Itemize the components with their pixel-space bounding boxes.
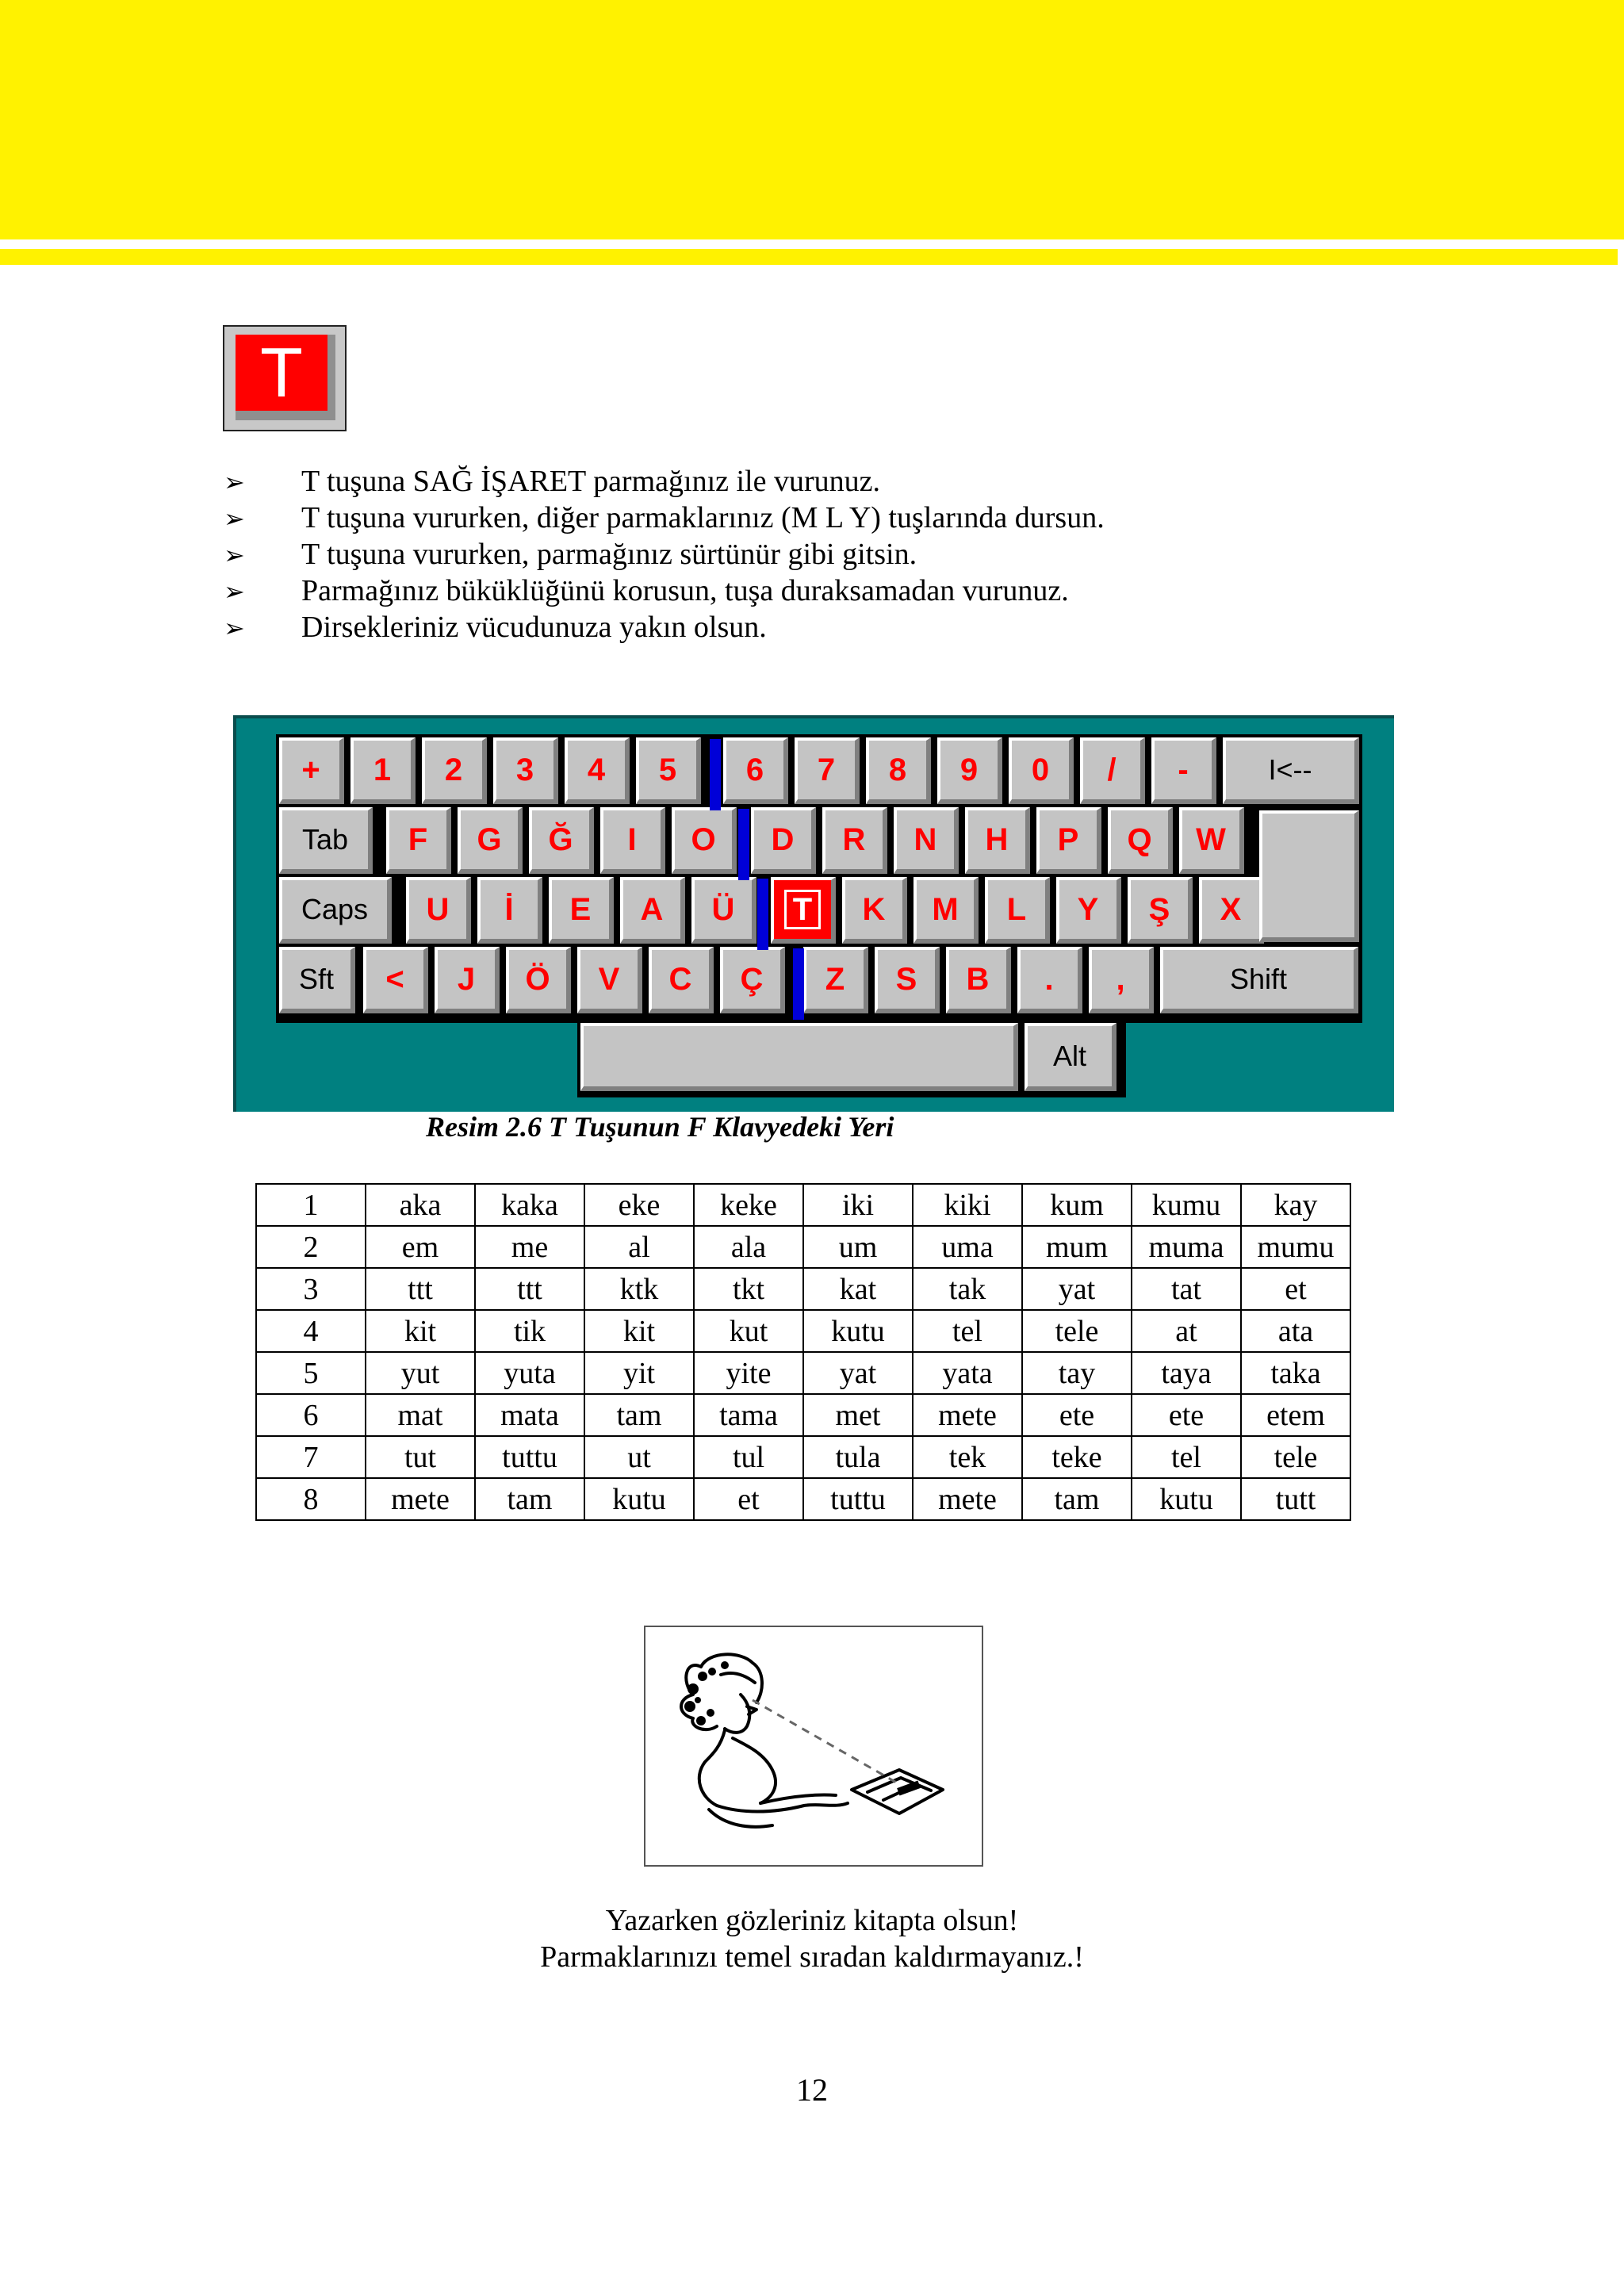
key-enter [1259, 810, 1359, 942]
key-label: S [895, 961, 917, 997]
header-banner [0, 0, 1624, 239]
key-label: Sft [298, 963, 334, 995]
key-label: 5 [658, 752, 677, 787]
table-cell: kit [584, 1310, 694, 1352]
key-label: 8 [888, 752, 907, 787]
key-label: G [477, 822, 502, 857]
key-ü [691, 877, 756, 944]
table-cell: tek [913, 1436, 1022, 1478]
key-l [985, 877, 1050, 944]
key-label: < [385, 961, 404, 997]
table-cell: et [694, 1478, 803, 1520]
figure-caption: Resim 2.6 T Tuşunun F Klavyedeki Yeri [426, 1111, 894, 1143]
key-label: L [1006, 891, 1027, 927]
key-sym [1151, 737, 1216, 804]
key-a [620, 877, 685, 944]
key-9 [937, 737, 1002, 804]
arrow-bullet-icon: ➢ [224, 613, 245, 643]
key-label: M [932, 891, 959, 927]
table-cell: aka [366, 1184, 475, 1226]
key-label: P [1057, 822, 1079, 857]
key-label: + [301, 752, 320, 787]
key-1 [350, 737, 416, 804]
key-label: / [1107, 752, 1116, 787]
key-f [386, 807, 451, 874]
table-cell: ala [694, 1226, 803, 1268]
key-w [1179, 807, 1244, 874]
key-sym [1017, 947, 1082, 1013]
key-label: 1 [373, 752, 392, 787]
instruction-item: ➢ T tuşuna vururken, parmağınız sürtünür gibi gitsin. [224, 536, 1105, 573]
key-label: J [457, 961, 476, 997]
table-cell: et [1241, 1268, 1350, 1310]
key-isym [477, 877, 542, 944]
key-x [1199, 877, 1264, 944]
key-3 [493, 737, 558, 804]
key-label: T [784, 890, 821, 929]
table-cell: tam [1022, 1478, 1132, 1520]
arrow-bullet-icon: ➢ [224, 540, 245, 570]
row-number: 5 [256, 1352, 366, 1394]
key-alt [1025, 1023, 1116, 1091]
table-cell: yuta [475, 1352, 584, 1394]
key-n [894, 807, 959, 874]
key-label: Ö [525, 961, 550, 997]
table-cell: kutu [803, 1310, 913, 1352]
table-cell: yit [584, 1352, 694, 1394]
row-number: 3 [256, 1268, 366, 1310]
key-label: H [985, 822, 1009, 857]
key-label: . [1044, 961, 1054, 997]
banner-divider [0, 239, 1624, 249]
table-cell: tuttu [803, 1478, 913, 1520]
key-d [751, 807, 816, 874]
key-label: N [914, 822, 937, 857]
table-cell: tak [913, 1268, 1022, 1310]
key-label: Z [825, 961, 845, 997]
table-cell: ttt [475, 1268, 584, 1310]
table-cell: mete [913, 1394, 1022, 1436]
key-ş [1128, 877, 1193, 944]
table-cell: ut [584, 1436, 694, 1478]
row-number: 6 [256, 1394, 366, 1436]
table-cell: met [803, 1394, 913, 1436]
arrow-bullet-icon: ➢ [224, 576, 245, 607]
table-cell: ete [1022, 1394, 1132, 1436]
key-label: X [1220, 891, 1242, 927]
table-cell: kat [803, 1268, 913, 1310]
key-label: 4 [587, 752, 606, 787]
key-label: I<-- [1268, 753, 1312, 786]
table-cell: mum [1022, 1226, 1132, 1268]
typist-illustration [644, 1626, 983, 1867]
key-label: D [771, 822, 795, 857]
key-k [842, 877, 907, 944]
table-cell: ttt [366, 1268, 475, 1310]
key-caps [279, 877, 392, 944]
key-c [649, 947, 714, 1013]
key-label: İ [504, 891, 514, 927]
key-label: , [1116, 961, 1125, 997]
key-q [1108, 807, 1173, 874]
key-u [406, 877, 471, 944]
table-cell: etem [1241, 1394, 1350, 1436]
arrow-bullet-icon: ➢ [224, 504, 245, 534]
table-cell: kumu [1132, 1184, 1241, 1226]
key-z [803, 947, 868, 1013]
table-cell: tik [475, 1310, 584, 1352]
table-cell: yat [803, 1352, 913, 1394]
key-label: 6 [745, 752, 764, 787]
arrow-bullet-icon: ➢ [224, 467, 245, 497]
table-cell: at [1132, 1310, 1241, 1352]
table-cell: kutu [584, 1478, 694, 1520]
table-cell: ktk [584, 1268, 694, 1310]
table-cell: kaka [475, 1184, 584, 1226]
table-cell: iki [803, 1184, 913, 1226]
table-cell: yut [366, 1352, 475, 1394]
key-label: K [862, 891, 886, 927]
row-number: 1 [256, 1184, 366, 1226]
table-cell: tama [694, 1394, 803, 1436]
table-cell: tul [694, 1436, 803, 1478]
table-cell: tut [366, 1436, 475, 1478]
table-row [256, 1184, 1350, 1226]
table-cell: eke [584, 1184, 694, 1226]
key-label: U [426, 891, 450, 927]
table-row [256, 1394, 1350, 1436]
table-cell: yata [913, 1352, 1022, 1394]
instruction-list [224, 463, 1105, 645]
key-label: O [691, 822, 716, 857]
table-cell: tam [475, 1478, 584, 1520]
key-ç [720, 947, 785, 1013]
key-i [600, 807, 665, 874]
table-cell: tele [1022, 1310, 1132, 1352]
key-label: 2 [444, 752, 463, 787]
key-isymsymsym [1223, 737, 1359, 804]
table-row [256, 1226, 1350, 1268]
table-cell: em [366, 1226, 475, 1268]
instruction-item: ➢ T tuşuna SAĞ İŞARET parmağınız ile vurunuz. [224, 463, 1105, 500]
key-label: 3 [515, 752, 534, 787]
key-label: Ç [740, 961, 764, 997]
table-cell: ata [1241, 1310, 1350, 1352]
key-space [580, 1023, 1018, 1091]
table-cell: tel [1132, 1436, 1241, 1478]
table-cell: taya [1132, 1352, 1241, 1394]
table-cell: mete [913, 1478, 1022, 1520]
table-cell: yat [1022, 1268, 1132, 1310]
note-line-1: Yazarken gözleriniz kitapta olsun! [605, 1904, 1019, 1937]
row-number: 8 [256, 1478, 366, 1520]
key-8 [866, 737, 931, 804]
table-cell: taka [1241, 1352, 1350, 1394]
table-cell: tula [803, 1436, 913, 1478]
table-cell: mat [366, 1394, 475, 1436]
banner-stripe [0, 249, 1618, 265]
key-s [875, 947, 940, 1013]
finger-zone-separator [757, 879, 768, 950]
key-y [1056, 877, 1121, 944]
table-cell: tkt [694, 1268, 803, 1310]
key-label: F [408, 822, 428, 857]
key-label: Tab [301, 823, 349, 856]
key-label: Q [1127, 822, 1152, 857]
key-label: R [842, 822, 866, 857]
table-cell: tutt [1241, 1478, 1350, 1520]
table-cell: mata [475, 1394, 584, 1436]
key-sym [279, 737, 344, 804]
key-label: Ü [711, 891, 735, 927]
key-label: A [640, 891, 664, 927]
key-label: Shift [1229, 963, 1288, 995]
table-cell: kut [694, 1310, 803, 1352]
table-cell: kay [1241, 1184, 1350, 1226]
key-p [1036, 807, 1101, 874]
table-cell: tay [1022, 1352, 1132, 1394]
table-cell: um [803, 1226, 913, 1268]
table-cell: ete [1132, 1394, 1241, 1436]
key-sym [363, 947, 428, 1013]
key-ö [506, 947, 571, 1013]
key-label: E [569, 891, 592, 927]
table-cell: tuttu [475, 1436, 584, 1478]
page-number: 12 [796, 2072, 828, 2108]
key-label: Caps [301, 893, 369, 925]
table-cell: me [475, 1226, 584, 1268]
t-key-icon [223, 325, 347, 431]
key-shift [1160, 947, 1358, 1013]
table-row [256, 1268, 1350, 1310]
table-cell: tel [913, 1310, 1022, 1352]
table-row [256, 1478, 1350, 1520]
key-o [672, 807, 737, 874]
table-cell: uma [913, 1226, 1022, 1268]
table-row [256, 1310, 1350, 1352]
key-sym [1080, 737, 1145, 804]
key-m [914, 877, 979, 944]
key-j [435, 947, 500, 1013]
key-7 [795, 737, 860, 804]
key-0 [1009, 737, 1074, 804]
row-number: 2 [256, 1226, 366, 1268]
instruction-item: ➢ T tuşuna vururken, diğer parmaklarınız (M L Y) tuşlarında dursun. [224, 500, 1105, 536]
finger-zone-separator [710, 739, 721, 810]
key-label: Y [1077, 891, 1099, 927]
key-b [946, 947, 1011, 1013]
table-cell: kit [366, 1310, 475, 1352]
table-cell: al [584, 1226, 694, 1268]
typist-drawing-icon [645, 1627, 982, 1865]
table-cell: mumu [1241, 1226, 1350, 1268]
finger-zone-separator [793, 948, 804, 1020]
key-ğ [529, 807, 594, 874]
table-cell: muma [1132, 1226, 1241, 1268]
table-cell: mete [366, 1478, 475, 1520]
drill-table [255, 1183, 1351, 1521]
key-label: W [1196, 822, 1226, 857]
key-6 [723, 737, 788, 804]
key-h [965, 807, 1030, 874]
key-sym [1089, 947, 1154, 1013]
instruction-item: ➢ Dirsekleriniz vücudunuza yakın olsun. [224, 609, 1105, 645]
key-4 [565, 737, 630, 804]
table-cell: tele [1241, 1436, 1350, 1478]
key-label: V [598, 961, 620, 997]
key-sft [279, 947, 355, 1013]
table-cell: yite [694, 1352, 803, 1394]
key-label: 7 [817, 752, 836, 787]
key-label: Alt [1052, 1040, 1086, 1072]
row-number: 7 [256, 1436, 366, 1478]
key-tab [279, 807, 373, 874]
table-cell: kum [1022, 1184, 1132, 1226]
key-label: Ğ [548, 822, 573, 857]
table-cell: tam [584, 1394, 694, 1436]
key-g [458, 807, 523, 874]
table-row [256, 1352, 1350, 1394]
key-e [549, 877, 614, 944]
key-label: 0 [1031, 752, 1050, 787]
instruction-item: ➢ Parmağınız büküklüğünü korusun, tuşa duraksamadan vurunuz. [224, 573, 1105, 609]
table-cell: tat [1132, 1268, 1241, 1310]
table-cell: teke [1022, 1436, 1132, 1478]
key-r [822, 807, 887, 874]
table-cell: keke [694, 1184, 803, 1226]
table-cell: kiki [913, 1184, 1022, 1226]
key-label: Ş [1148, 891, 1170, 927]
key-v [577, 947, 642, 1013]
key-label: B [966, 961, 990, 997]
finger-zone-separator [738, 809, 749, 880]
t-key-label: T [236, 335, 335, 420]
table-cell: kutu [1132, 1478, 1241, 1520]
table-row [256, 1436, 1350, 1478]
key-5 [636, 737, 701, 804]
row-number: 4 [256, 1310, 366, 1352]
key-label: I [627, 822, 637, 857]
key-t-highlighted [771, 877, 836, 944]
key-label: C [668, 961, 692, 997]
key-label: - [1178, 752, 1189, 787]
note-line-2: Parmaklarınızı temel sıradan kaldırmayanız.! [540, 1940, 1084, 1974]
key-2 [422, 737, 487, 804]
key-label: 9 [959, 752, 979, 787]
